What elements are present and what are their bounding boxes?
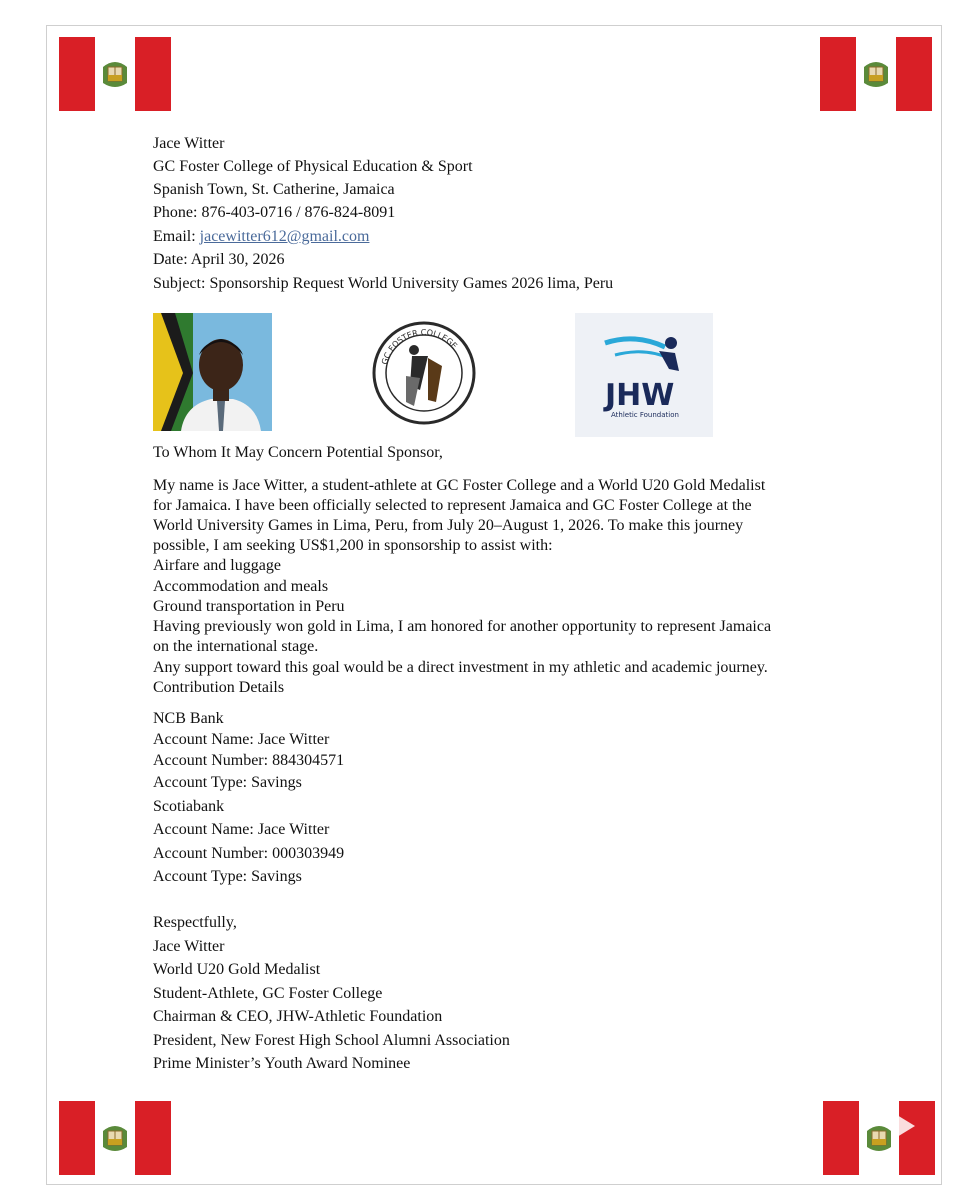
signature-line: Respectfully,: [153, 914, 237, 931]
email-label: Email:: [153, 228, 200, 245]
body-line: possible, I am seeking US$1,200 in sponsorship to assist with:: [153, 537, 553, 554]
foundation-logo-subtext: Athletic Foundation: [611, 411, 679, 419]
coat-of-arms-icon: [863, 1121, 895, 1155]
bank-line: Account Name: Jace Witter: [153, 821, 330, 838]
signature-line: Prime Minister’s Youth Award Nominee: [153, 1055, 411, 1072]
portrait-photo: [153, 313, 272, 431]
signature-line: Jace Witter: [153, 938, 225, 955]
signature-line: Student-Athlete, GC Foster College: [153, 985, 383, 1002]
email-link[interactable]: jacewitter612@gmail.com: [199, 228, 370, 245]
peru-flag-top-right: [820, 37, 932, 111]
bank-line: Account Type: Savings: [153, 774, 302, 791]
bank-line: Scotiabank: [153, 798, 225, 815]
body-line: World University Games in Lima, Peru, from July 20–August 1, 2026. To make this journey: [153, 517, 744, 534]
signature-line: President, New Forest High School Alumni Association: [153, 1032, 510, 1049]
body-line: Ground transportation in Peru: [153, 598, 345, 615]
bank-line: Account Type: Savings: [153, 868, 302, 885]
sender-phone: Phone: 876-403-0716 / 876-824-8091: [153, 204, 396, 221]
body-line: Having previously won gold in Lima, I am honored for another opportunity to represent Jamaica: [153, 618, 772, 635]
peru-flag-bottom-left: [59, 1101, 171, 1175]
coat-of-arms-icon: [99, 57, 131, 91]
signature-line: World U20 Gold Medalist: [153, 961, 321, 978]
college-logo-text: GC FOSTER COLLEGE: [380, 327, 459, 366]
foundation-logo: [575, 313, 713, 437]
play-overlay-icon[interactable]: [897, 1115, 915, 1137]
body-line: My name is Jace Witter, a student-athlete at GC Foster College and a World U20 Gold Medalist: [153, 477, 766, 494]
bank-line: Account Name: Jace Witter: [153, 731, 330, 748]
body-line: Contribution Details: [153, 679, 285, 696]
body-line: Accommodation and meals: [153, 578, 329, 595]
greeting: To Whom It May Concern Potential Sponsor,: [153, 444, 443, 461]
peru-flag-bottom-right: [823, 1101, 935, 1175]
sender-email-line: [153, 225, 369, 248]
body-line: Any support toward this goal would be a direct investment in my athletic and academic journey.: [153, 659, 768, 676]
signature-line: Chairman & CEO, JHW-Athletic Foundation: [153, 1008, 443, 1025]
body-line: Airfare and luggage: [153, 557, 281, 574]
body-line: on the international stage.: [153, 638, 319, 655]
college-logo: [370, 316, 478, 430]
foundation-logo-text: JHW: [605, 378, 675, 413]
peru-flag-top-left: [59, 37, 171, 111]
letter-subject: Subject: Sponsorship Request World University Games 2026 lima, Peru: [153, 275, 614, 292]
letter-date: Date: April 30, 2026: [153, 251, 285, 268]
bank-line: Account Number: 884304571: [153, 752, 345, 769]
coat-of-arms-icon: [99, 1121, 131, 1155]
sender-name: Jace Witter: [153, 135, 225, 152]
body-line: for Jamaica. I have been officially selected to represent Jamaica and GC Foster College at the: [153, 497, 752, 514]
sender-address: Spanish Town, St. Catherine, Jamaica: [153, 181, 395, 198]
coat-of-arms-icon: [860, 57, 892, 91]
bank-line: NCB Bank: [153, 710, 224, 727]
sender-college: GC Foster College of Physical Education & Sport: [153, 158, 473, 175]
bank-line: Account Number: 000303949: [153, 845, 345, 862]
